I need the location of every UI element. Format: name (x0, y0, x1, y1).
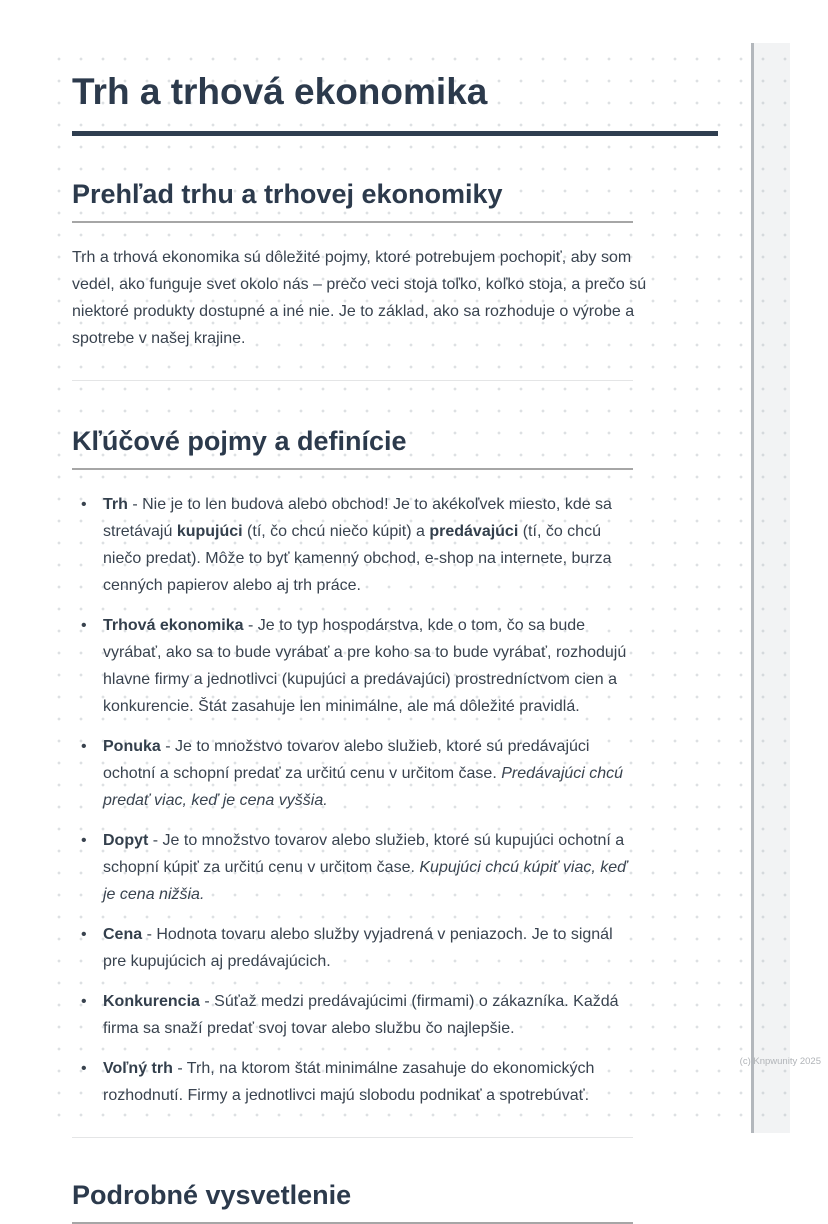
term-text: - Je to typ hospodárstva, kde o tom, čo sa bude vyrábať, ako sa to bude vyrábať a pre koho sa to bude vyrábať, rozhodujú hlavne firmy a jednotlivci (kupujúci a predávajúci) prostredníctvom cien a konkurencie. Štát zasahuje len minimálne, ale má dôležité pravidlá. (103, 616, 627, 715)
section-divider (72, 1137, 633, 1138)
key-terms-heading-underline (72, 468, 633, 470)
term-label: Trh (103, 495, 128, 513)
term-text: (tí, čo chcú niečo predat). Môže to byť kamenný obchod, e-shop na internete, burza cenných papierov alebo aj trh práce. (103, 522, 612, 594)
list-item (72, 921, 640, 975)
page-edge-strip (751, 43, 790, 1133)
list-item (72, 612, 640, 720)
term-text: - Trh, na ktorom štát minimálne zasahuje do ekonomických rozhodnutí. Firmy a jednotlivci majú slobodu podnikať a spotrebúvať. (103, 1059, 595, 1104)
definitions-list (72, 491, 640, 1109)
term-text: Predávajúci chcú predať viac, keď je cena vyššia. (103, 764, 624, 809)
term-text: (tí, čo chcú niečo kúpit) a (242, 522, 430, 540)
term-label: Voľný trh (103, 1059, 173, 1077)
term-label: Cena (103, 925, 143, 943)
term-text: - Je to množstvo tovarov alebo služieb, ktoré sú kupujúci ochotní a schopní kúpiť za určitú cenu v určitom čase. (103, 831, 625, 876)
term-text: - Nie je to len budova alebo obchod! Je to akékoľvek miesto, kde sa stretávajú (103, 495, 612, 540)
details-heading: Podrobné vysvetlenie (72, 1179, 352, 1210)
list-item (72, 988, 640, 1042)
page-title: Trh a trhová ekonomika (72, 71, 488, 112)
term-text: Kupujúci chcú kúpiť viac, keď je cena nižšia. (103, 858, 628, 903)
term-label: Trhová ekonomika (103, 616, 244, 634)
term-label: predávajúci (429, 522, 519, 540)
term-label: Konkurencia (103, 992, 200, 1010)
term-label: Dopyt (103, 831, 149, 849)
title-underline-rule (72, 131, 718, 136)
details-heading-underline (72, 1222, 633, 1224)
section-overview (72, 178, 725, 381)
section-divider (72, 380, 633, 381)
term-text: - Je to množstvo tovarov alebo služieb, ktoré sú predávajúci ochotní a schopní predať za určitú cenu v určitom čase. (103, 737, 590, 782)
page-content (45, 43, 725, 1224)
section-key-terms (72, 425, 725, 1138)
section-details (72, 1179, 725, 1224)
term-label: Ponuka (103, 737, 161, 755)
list-item (72, 491, 640, 599)
list-item (72, 827, 640, 908)
watermark: (c) Knpwunity 2025 (739, 1056, 821, 1067)
key-terms-heading: Kľúčové pojmy a definície (72, 426, 407, 457)
dotted-note-page (45, 43, 790, 1210)
overview-paragraph: Trh a trhová ekonomika sú dôležité pojmy, ktoré potrebujem pochopiť, aby som vedel, ako funguje svet okolo nás – prečo veci stoja toľko, koľko stoja, a prečo sú niektoré produkty dostupné a iné nie. Je to základ, ako sa rozhoduje o výrobe a spotrebe v našej krajine. (72, 249, 647, 348)
term-text: - Hodnota tovaru alebo služby vyjadrená v peniazoch. Je to signál pre kupujúcich aj predávajúcich. (103, 925, 613, 970)
list-item (72, 733, 640, 814)
term-label: kupujúci (176, 522, 243, 540)
overview-heading: Prehľad trhu a trhovej ekonomiky (72, 179, 503, 210)
term-text: - Súťaž medzi predávajúcimi (firmami) o zákazníka. Každá firma sa snaží predať svoj tovar alebo službu čo najlepšie. (103, 992, 619, 1037)
list-item (72, 1055, 640, 1109)
overview-heading-underline (72, 221, 633, 223)
